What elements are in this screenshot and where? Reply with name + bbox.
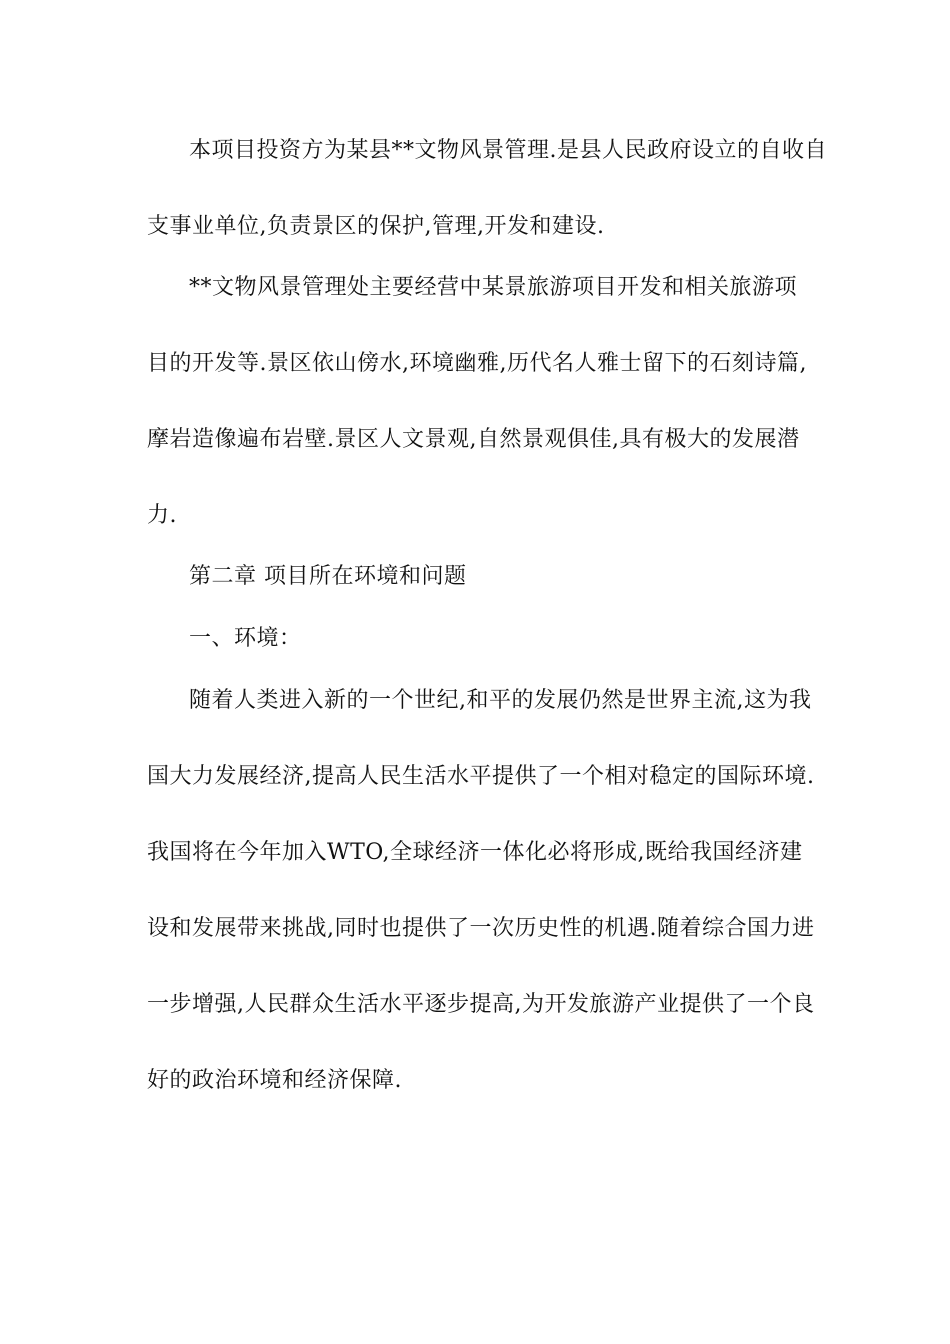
paragraph-2-line-1: **文物风景管理处主要经营中某景旅游项目开发和相关旅游项 (189, 275, 798, 300)
paragraph-2-line-3: 摩岩造像遍布岩壁.景区人文景观,自然景观俱佳,具有极大的发展潜 (147, 427, 800, 452)
paragraph-1-line-1: 本项目投资方为某县**文物风景管理.是县人民政府设立的自收自 (189, 138, 827, 163)
paragraph-3-line-6: 好的政治环境和经济保障. (147, 1068, 402, 1093)
paragraph-3-line-3: 我国将在今年加入WTO,全球经济一体化必将形成,既给我国经济建 (147, 840, 803, 865)
paragraph-3-line-4: 设和发展带来挑战,同时也提供了一次历史性的机遇.随着综合国力进 (147, 916, 815, 941)
chapter-heading: 第二章 项目所在环境和问题 (189, 564, 467, 589)
paragraph-1-line-2: 支事业单位,负责景区的保护,管理,开发和建设. (147, 214, 605, 239)
paragraph-2-line-4: 力. (147, 503, 177, 528)
paragraph-3-line-5: 一步增强,人民群众生活水平逐步提高,为开发旅游产业提供了一个良 (147, 992, 815, 1017)
section-heading: 一、环境： (189, 626, 302, 651)
paragraph-3-line-1: 随着人类进入新的一个世纪,和平的发展仍然是世界主流,这为我 (189, 688, 812, 713)
paragraph-2-line-2: 目的开发等.景区依山傍水,环境幽雅,历代名人雅士留下的石刻诗篇, (147, 351, 807, 376)
paragraph-3-line-2: 国大力发展经济,提高人民生活水平提供了一个相对稳定的国际环境. (147, 764, 815, 789)
